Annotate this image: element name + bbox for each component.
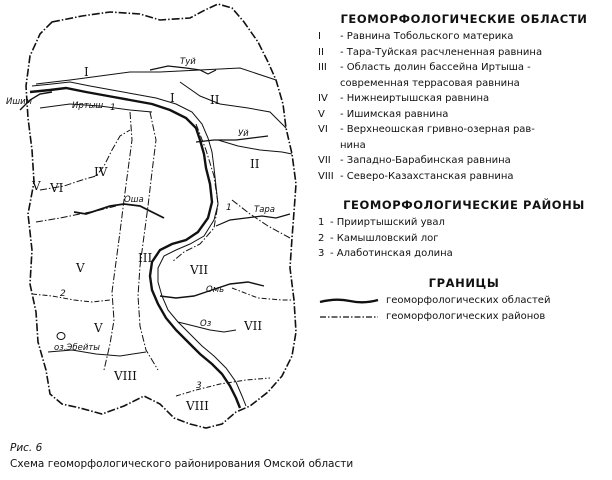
boundary-legend-item	[318, 293, 610, 309]
region-label-V-small: V	[32, 179, 41, 193]
region-label-VI: VI	[50, 181, 64, 195]
osha-river	[74, 204, 164, 218]
region-boundary	[176, 378, 270, 396]
region-boundary	[218, 140, 292, 154]
region-label-V-main: V	[76, 261, 85, 275]
irtysh-river	[30, 88, 240, 408]
region-legend-number: II	[318, 46, 324, 58]
region-legend-number: III	[318, 62, 327, 73]
uy-river	[196, 136, 268, 142]
district-label-2: 2	[60, 289, 66, 299]
region-legend-text: - Тара-Туйская расчлененная равнина	[340, 46, 543, 58]
region-legend-text: - Ишимская равнина	[340, 108, 449, 120]
district-legend-item	[318, 215, 610, 231]
region-legend-text: - Западно-Барабинская равнина	[340, 155, 511, 166]
region-legend-text: - Северо-Казахстанская равнина	[340, 170, 514, 182]
region-boundary	[180, 82, 286, 128]
district-legend-item	[318, 246, 610, 262]
region-legend-number: I	[318, 31, 321, 42]
region-label-I-east: I	[170, 91, 175, 105]
regions-legend-title: ГЕОМОРФОЛОГИЧЕСКИЕ ОБЛАСТИ	[340, 12, 588, 26]
region-label-VIII-west: VIII	[114, 369, 137, 383]
irtysh-river-bank	[32, 82, 246, 406]
region-legend-number: V	[318, 108, 325, 120]
district-legend-number: 2	[318, 232, 325, 244]
region-legend-item	[318, 169, 610, 185]
districts-legend-list	[318, 215, 610, 262]
district-legend-text: - Камышловский лог	[330, 232, 439, 244]
lake-label-ebeity: оз.Эбейты	[54, 343, 101, 353]
solid-line-swatch	[318, 296, 380, 306]
region-legend-text: - Равнина Тобольского материка	[340, 31, 514, 42]
district-legend-text: - Прииртышский увал	[330, 217, 445, 228]
district-label-1: 1	[226, 203, 232, 213]
region-legend-item	[318, 107, 610, 123]
figure-number: Рис. 6	[10, 442, 43, 454]
region-legend-item	[318, 45, 610, 61]
boundaries-legend-list	[318, 293, 610, 325]
region-boundary	[138, 112, 158, 370]
river-label-om: Омь	[206, 285, 225, 295]
region-legend-number: VII	[318, 155, 331, 166]
region-legend-number	[318, 76, 340, 92]
region-boundary	[232, 288, 294, 300]
river-label-ishim: Ишим	[6, 97, 33, 107]
regions-legend-list	[318, 29, 610, 184]
boundaries-legend-title: ГРАНИЦЫ	[428, 275, 500, 290]
river-label-uy: Уй	[238, 129, 249, 139]
district-legend-item	[318, 231, 610, 247]
districts-legend-title: ГЕОМОРФОЛОГИЧЕСКИЕ РАЙОНЫ	[343, 198, 585, 212]
region-label-VIII-south: VIII	[186, 399, 209, 413]
region-boundary	[104, 112, 132, 370]
district-label-3: 3	[196, 381, 202, 391]
map-legend	[318, 12, 610, 325]
region-label-VII-east: VII	[244, 319, 263, 333]
region-legend-item	[318, 76, 610, 92]
boundary-legend-text: геоморфологических областей	[386, 294, 551, 306]
region-label-V-south: V	[94, 321, 103, 335]
figure-caption: Схема геоморфологического районирования Омской области	[10, 458, 354, 470]
region-legend-item	[318, 60, 610, 76]
boundary-legend-item	[318, 309, 610, 325]
region-legend-number: VIII	[318, 170, 334, 182]
region-legend-item	[318, 138, 610, 154]
region-label-I-north: I	[84, 65, 89, 79]
region-legend-number	[318, 138, 340, 154]
region-label-II-north: II	[210, 93, 220, 107]
region-legend-text: современная террасовая равнина	[340, 77, 520, 89]
river-label-irtysh: Иртыш	[72, 101, 104, 111]
district-legend-number: 1	[318, 217, 325, 228]
lake-ebeity	[57, 333, 65, 340]
dashdot-line-swatch	[318, 312, 380, 322]
region-legend-item	[318, 122, 610, 138]
river-label-oz: Оз	[200, 319, 212, 329]
region-legend-text: - Верхнеошская гривно-озерная рав-	[340, 124, 535, 135]
river-label-osha: Оша	[124, 195, 144, 205]
region-legend-text: - Область долин бассейна Иртыша -	[340, 62, 531, 73]
region-legend-item	[318, 29, 610, 45]
region-boundary	[36, 68, 276, 84]
region-label-II-east: II	[250, 157, 260, 171]
region-legend-number: IV	[318, 93, 328, 104]
district-legend-text: - Алаботинская долина	[330, 248, 453, 259]
region-label-III: III	[138, 251, 153, 265]
region-label-IV: IV	[94, 165, 108, 179]
boundary-legend-text: геоморфологических районов	[386, 310, 546, 322]
region-legend-item	[318, 91, 610, 107]
river-label-tara: Тара	[254, 205, 276, 215]
region-label-VII-west: VII	[190, 263, 209, 277]
region-legend-item	[318, 153, 610, 169]
district-boundary	[32, 294, 110, 302]
region-legend-text: нина	[340, 139, 366, 151]
region-legend-number: VI	[318, 124, 328, 135]
district-label-1-north: 1	[110, 103, 116, 113]
river-label-tuy: Туй	[180, 57, 196, 67]
region-legend-text: - Нижнеиртышская равнина	[340, 93, 490, 104]
district-legend-number: 3	[318, 248, 325, 259]
